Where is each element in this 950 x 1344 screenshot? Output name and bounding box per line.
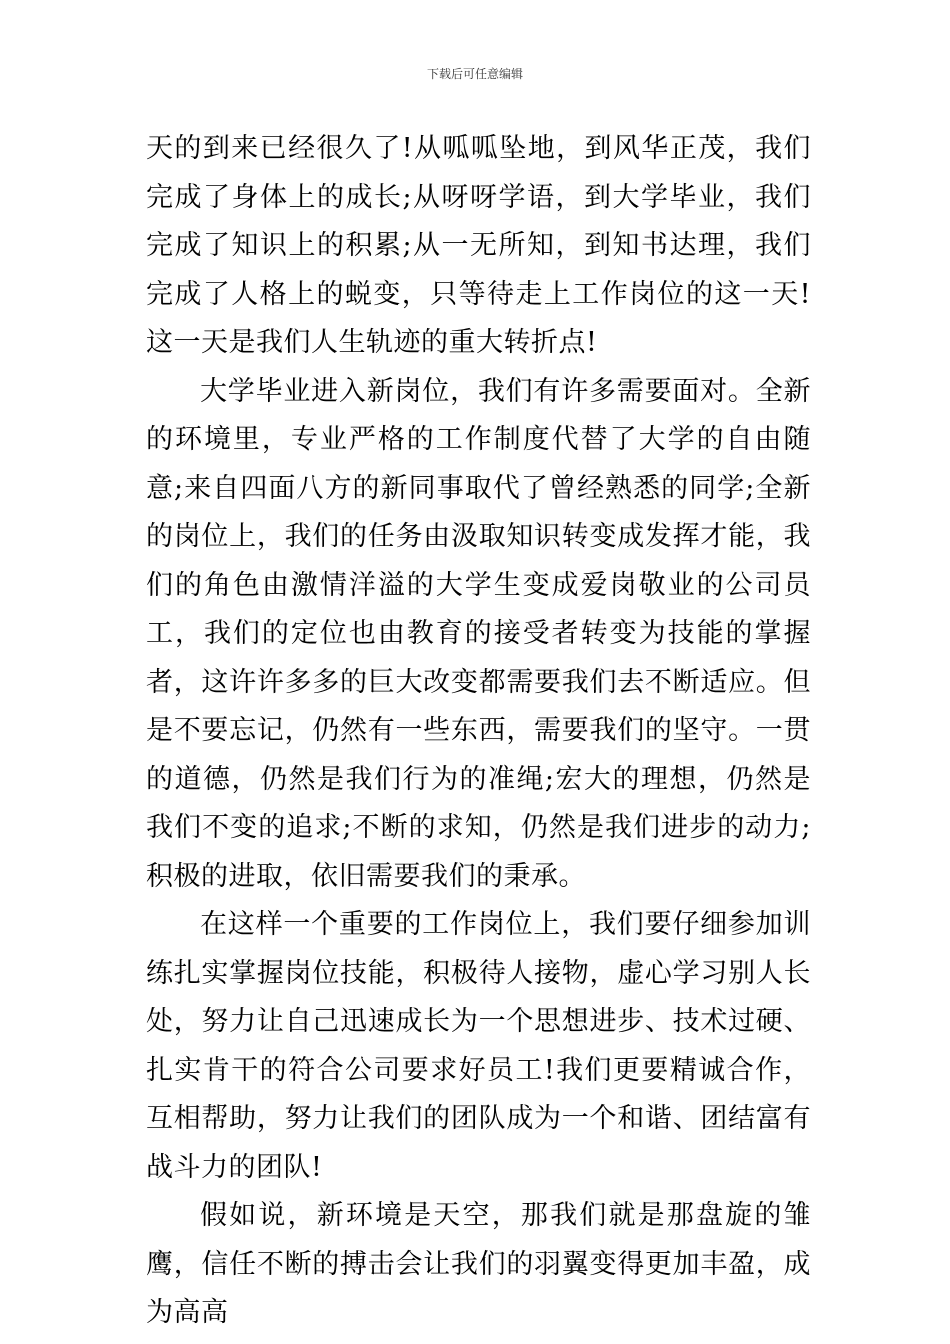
header-note: 下载后可任意编辑 — [426, 67, 523, 81]
paragraph-3: 在这样一个重要的工作岗位上，我们要仔细参加训练扎实掌握岗位技能，积极待人接物，虚心学习别人长处，努力让自己迅速成长为一个思想进步、技术过硬、扎实肯干的符合公司要求好员工!我们更要精诚合作，互相帮助，努力让我们的团队成为一个和谐、团结富有战斗力的团队! — [146, 909, 811, 1183]
body-text — [146, 125, 811, 1338]
paragraph-2: 大学毕业进入新岗位，我们有许多需要面对。全新的环境里，专业严格的工作制度代替了大学的自由随意;来自四面八方的新同事取代了曾经熟悉的同学;全新的岗位上，我们的任务由汲取知识转变成发挥才能，我们的角色由激情洋溢的大学生变成爱岗敬业的公司员工，我们的定位也由教育的接受者转变为技能的掌握者，这许许多多的巨大改变都需要我们去不断适应。但是不要忘记，仍然有一些东西，需要我们的坚守。一贯的道德，仍然是我们行为的准绳;宏大的理想，仍然是我们不变的追求;不断的求知，仍然是我们进步的动力;积极的进取，依旧需要我们的秉承。 — [146, 375, 811, 892]
paragraph-1: 天的到来已经很久了!从呱呱坠地，到风华正茂，我们完成了身体上的成长;从呀呀学语，到大学毕业，我们完成了知识上的积累;从一无所知，到知书达理，我们完成了人格上的蜕变，只等待走上工作岗位的这一天!这一天是我们人生轨迹的重大转折点! — [146, 133, 811, 358]
paragraph-4: 假如说，新环境是天空，那我们就是那盘旋的雏鹰，信任不断的搏击会让我们的羽翼变得更加丰盈，成为高高 — [146, 1200, 811, 1328]
